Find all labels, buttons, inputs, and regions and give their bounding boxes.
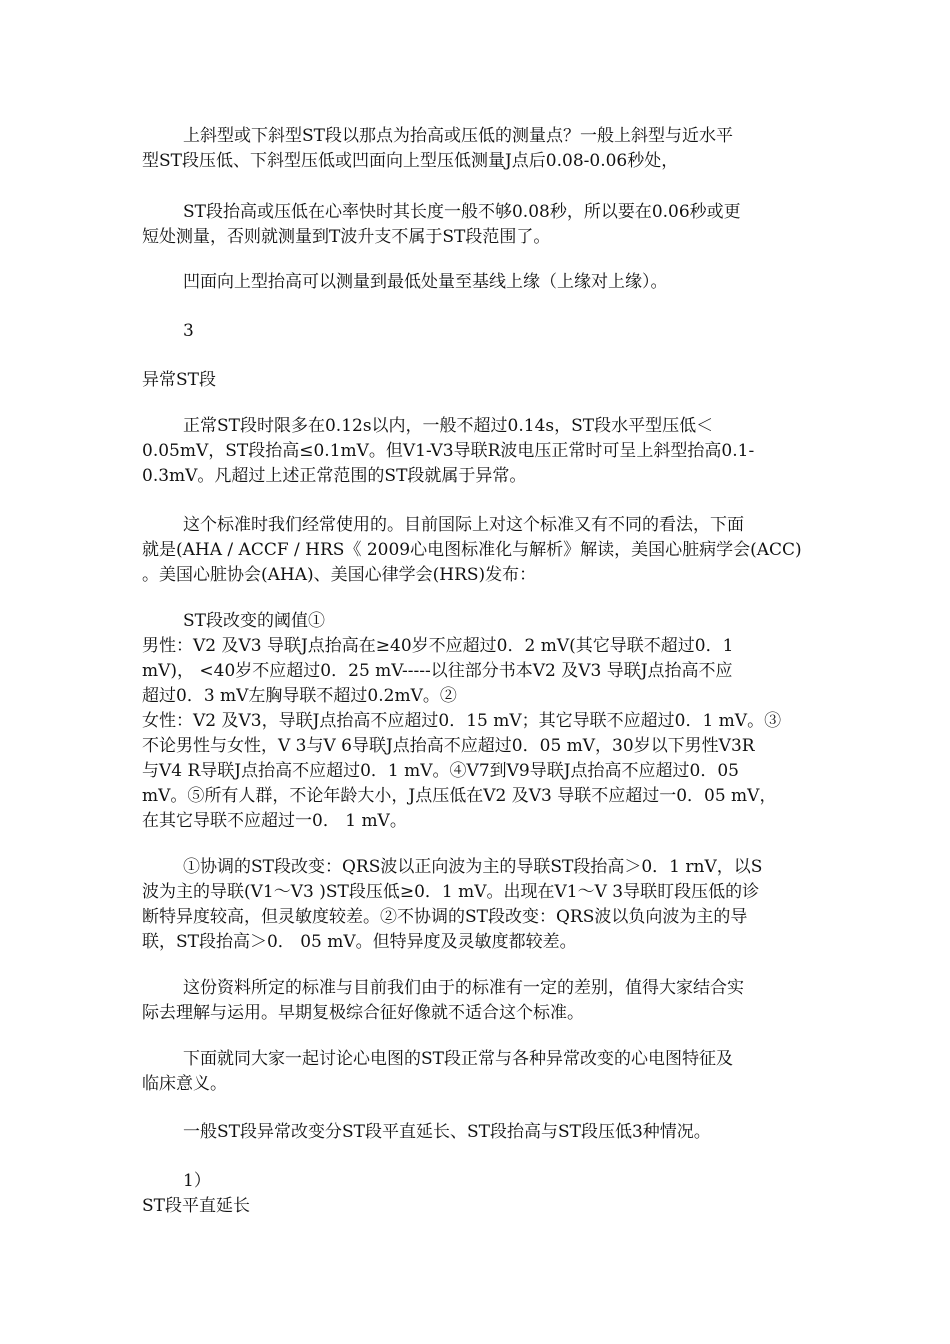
section-number-text: 3 [183,321,194,341]
text-line: 超过0．3 mV左胸导联不超过0.2mV。② [142,686,457,706]
paragraph-coordinated-st [142,855,810,955]
text-line: 临床意义。 [142,1074,227,1094]
text-line: 在其它导联不应超过一0． 1 mV。 [142,811,407,831]
text-line: 下面就同大家一起讨论心电图的ST段正常与各种异常改变的心电图特征及 [183,1049,733,1069]
text-line: 一般ST段异常改变分ST段平直延长、ST段抬高与ST段压低3种情况。 [183,1122,711,1142]
section-heading-text: 异常ST段 [142,370,216,390]
section-number [142,319,810,344]
paragraph-fast-heart-rate [142,200,810,250]
text-line: 际去理解与运用。早期复极综合征好像就不适合这个标准。 [142,1003,584,1023]
text-line: 断特异度较高，但灵敏度较差。②不协调的ST段改变：QRS波以负向波为主的导 [142,907,748,927]
paragraph-discussion [142,1047,810,1097]
text-line: 。美国心脏协会(AHA)、美国心律学会(HRS)发布： [142,565,537,585]
subsection-title: ST段平直延长 [142,1196,250,1216]
paragraph-concave-elevation [142,270,810,295]
text-line: 凹面向上型抬高可以测量到最低处量至基线上缘（上缘对上缘）。 [183,272,668,292]
text-line: 就是(AHA / ACCF / HRS《 2009心电图标准化与解析》解读，美国心脏病学会(ACC) [142,540,802,560]
text-line: 这份资料所定的标准与目前我们由于的标准有一定的差别，值得大家结合实 [183,978,744,998]
section-heading [142,368,810,393]
text-line: mV。⑤所有人群，不论年龄大小，J点压低在V2 及V3 导联不应超过一0．05 mV， [142,786,777,806]
text-line: ①协调的ST段改变：QRS波以正向波为主的导联ST段抬高＞0．1 rnV，以S [183,857,763,877]
paragraph-normal-st [142,414,810,489]
paragraph-measurement-point [142,124,810,174]
text-line: 短处测量，否则就测量到T波升支不属于ST段范围了。 [142,227,551,247]
text-line: 上斜型或下斜型ST段以那点为抬高或压低的测量点？一般上斜型与近水平 [183,126,733,146]
text-line: ST段改变的阈值① [183,611,325,631]
text-line: 与V4 R导联J点抬高不应超过0．1 mV。④V7到V9导联J点抬高不应超过0．05 [142,761,739,781]
text-line: 正常ST段时限多在0.12s以内，一般不超过0.14s，ST段水平型压低＜ [183,416,714,436]
text-line: mV)， <40岁不应超过0．25 mV-----以往部分书本V2 及V3 导联J点抬高不应 [142,661,733,681]
text-line: 型ST段压低、下斜型压低或凹面向上型压低测量J点后0.08-0.06秒处， [142,151,679,171]
text-line: ST段抬高或压低在心率快时其长度一般不够0.08秒，所以要在0.06秒或更 [183,202,741,222]
text-line: 不论男性与女性，V 3与V 6导联J点抬高不应超过0．05 mV，30岁以下男性V3R [142,736,755,756]
text-line: 0.3mV。凡超过上述正常范围的ST段就属于异常。 [142,466,527,486]
text-line: 联，ST段抬高＞0． 05 mV。但特异度及灵敏度都较差。 [142,932,577,952]
subsection-number: 1） [183,1171,211,1191]
paragraph-standard-difference [142,976,810,1026]
paragraph-three-types [142,1120,810,1145]
text-line: 女性：V2 及V3，导联J点抬高不应超过0．15 mV；其它导联不应超过0．1 mV。③ [142,711,782,731]
text-line: 男性：V2 及V3 导联J点抬高在≥40岁不应超过0．2 mV(其它导联不超过0．1 [142,636,734,656]
text-line: 波为主的导联(V1～V3 )ST段压低≥0．1 mV。出现在V1～V 3导联盯段压低的诊 [142,882,760,902]
paragraph-st-thresholds [142,609,810,834]
paragraph-aha-standard [142,513,810,588]
subsection-heading [142,1169,810,1219]
text-line: 这个标准时我们经常使用的。目前国际上对这个标准又有不同的看法，下面 [183,515,744,535]
text-line: 0.05mV，ST段抬高≤0.1mV。但V1-V3导联R波电压正常时可呈上斜型抬高0.1- [142,441,755,461]
